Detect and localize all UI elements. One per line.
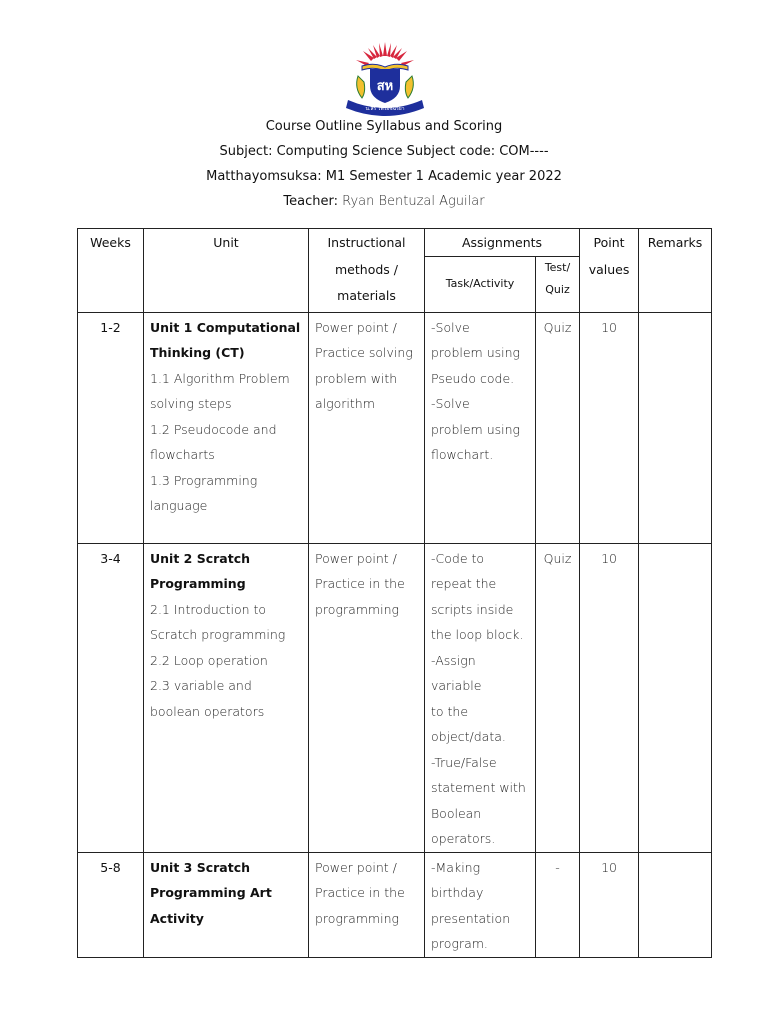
points-value: 10 bbox=[601, 550, 617, 566]
right-laurel-icon bbox=[405, 76, 413, 98]
unit-topic-line: 1.3 Programming bbox=[150, 472, 258, 488]
weeks-value: 3-4 bbox=[100, 550, 121, 566]
sun-rays-icon bbox=[356, 42, 414, 66]
logo-motto: น.สิริ ไพรอัชฉริยา bbox=[365, 106, 405, 112]
task-line: the loop block. bbox=[431, 627, 524, 642]
school-logo bbox=[340, 36, 430, 116]
method-line: Power point / bbox=[315, 319, 397, 335]
task-line: Pseudo code. bbox=[431, 370, 515, 386]
unit-title-line: Unit 3 Scratch bbox=[150, 859, 251, 875]
task-line: flowchart. bbox=[431, 447, 494, 462]
header-methods: Instructional methods / materials bbox=[309, 229, 425, 313]
unit-topic-line: boolean operators bbox=[150, 703, 265, 719]
unit-topic-line: 2.2 Loop operation bbox=[150, 652, 268, 668]
unit-title-line: Thinking (CT) bbox=[150, 345, 245, 360]
task-line: -True/False bbox=[431, 754, 497, 770]
task-line: -Solve bbox=[431, 396, 470, 411]
unit-title-line: Activity bbox=[150, 910, 204, 926]
task-line: -Assign variable bbox=[431, 652, 482, 693]
task-line: presentation bbox=[431, 910, 511, 926]
task-line: to the bbox=[431, 703, 469, 719]
remarks-cell bbox=[639, 543, 712, 852]
remarks-cell bbox=[639, 312, 712, 543]
method-line: Power point / bbox=[315, 550, 397, 566]
test-cell bbox=[536, 852, 580, 957]
subject-line: Subject: Computing Science Subject code: COM---- bbox=[219, 144, 549, 159]
unit-topic-line: flowcharts bbox=[150, 447, 215, 462]
unit-topic-line: 2.1 Introduction to bbox=[150, 601, 267, 617]
unit-cell bbox=[144, 312, 309, 543]
teacher-name: Ryan Bentuzal Aguilar bbox=[342, 194, 485, 209]
points-cell bbox=[580, 312, 639, 543]
test-value: Quiz bbox=[543, 550, 572, 566]
task-line: Boolean bbox=[431, 805, 482, 821]
method-line: algorithm bbox=[315, 396, 375, 411]
task-line: birthday bbox=[431, 885, 484, 900]
header-unit: Unit bbox=[144, 229, 309, 313]
method-line: programming bbox=[315, 601, 399, 617]
teacher-label: Teacher: bbox=[283, 194, 338, 209]
task-cell bbox=[425, 312, 536, 543]
task-line: -Solve bbox=[431, 319, 470, 335]
points-value: 10 bbox=[601, 319, 617, 335]
methods-cell bbox=[309, 312, 425, 543]
points-cell bbox=[580, 543, 639, 852]
document-header bbox=[0, 114, 768, 214]
unit-topic-line: 1.1 Algorithm Problem bbox=[150, 370, 290, 386]
method-line: Practice in the bbox=[315, 885, 405, 900]
unit-title-line: Programming Art bbox=[150, 885, 272, 900]
test-cell bbox=[536, 312, 580, 543]
test-cell bbox=[536, 543, 580, 852]
unit-topic-line: solving steps bbox=[150, 396, 232, 411]
table-row bbox=[78, 543, 712, 852]
task-line: statement with bbox=[431, 780, 526, 795]
header-task-activity: Task/Activity bbox=[425, 256, 536, 312]
svg-text:สห: สห bbox=[376, 79, 394, 94]
method-line: programming bbox=[315, 910, 399, 926]
unit-title-line: Programming bbox=[150, 576, 246, 591]
unit-topic-line: language bbox=[150, 498, 208, 513]
task-line: operators. bbox=[431, 831, 496, 846]
method-line: problem with bbox=[315, 370, 398, 386]
task-cell bbox=[425, 543, 536, 852]
points-value: 10 bbox=[601, 859, 617, 875]
methods-cell bbox=[309, 852, 425, 957]
weeks-cell bbox=[78, 312, 144, 543]
syllabus-table bbox=[77, 228, 712, 958]
method-line: Power point / bbox=[315, 859, 397, 875]
task-line: problem using bbox=[431, 345, 521, 360]
task-cell bbox=[425, 852, 536, 957]
weeks-cell bbox=[78, 852, 144, 957]
task-line: -Making bbox=[431, 859, 481, 875]
weeks-cell bbox=[78, 543, 144, 852]
level-line: Matthayomsuksa: M1 Semester 1 Academic year 2022 bbox=[206, 169, 562, 184]
unit-cell bbox=[144, 852, 309, 957]
task-line: object/data. bbox=[431, 729, 506, 744]
task-line: repeat the bbox=[431, 576, 497, 591]
header-weeks: Weeks bbox=[78, 229, 144, 313]
unit-cell bbox=[144, 543, 309, 852]
method-line: Practice solving bbox=[315, 345, 413, 360]
points-cell bbox=[580, 852, 639, 957]
task-line: problem using bbox=[431, 421, 521, 437]
header-points: Point values bbox=[580, 229, 639, 313]
left-laurel-icon bbox=[357, 76, 365, 98]
task-line: program. bbox=[431, 936, 488, 951]
test-value: Quiz bbox=[543, 319, 572, 335]
header-assignments: Assignments bbox=[425, 229, 580, 257]
remarks-cell bbox=[639, 852, 712, 957]
unit-title-line: Unit 1 Computational bbox=[150, 319, 301, 335]
unit-topic-line: Scratch programming bbox=[150, 627, 286, 642]
weeks-value: 1-2 bbox=[100, 319, 121, 335]
header-test-quiz: Test/ Quiz bbox=[536, 256, 580, 312]
document-title: Course Outline Syllabus and Scoring bbox=[265, 119, 503, 134]
method-line: Practice in the bbox=[315, 576, 405, 591]
teacher-line bbox=[0, 189, 768, 214]
header-remarks: Remarks bbox=[639, 229, 712, 313]
table-row bbox=[78, 312, 712, 543]
weeks-value: 5-8 bbox=[100, 859, 121, 875]
test-value: - bbox=[555, 859, 560, 875]
unit-topic-line: 1.2 Pseudocode and bbox=[150, 421, 277, 437]
table-row bbox=[78, 852, 712, 957]
task-line: -Code to bbox=[431, 550, 485, 566]
unit-title-line: Unit 2 Scratch bbox=[150, 550, 251, 566]
unit-topic-line: 2.3 variable and bbox=[150, 678, 252, 693]
methods-cell bbox=[309, 543, 425, 852]
task-line: scripts inside bbox=[431, 601, 514, 617]
